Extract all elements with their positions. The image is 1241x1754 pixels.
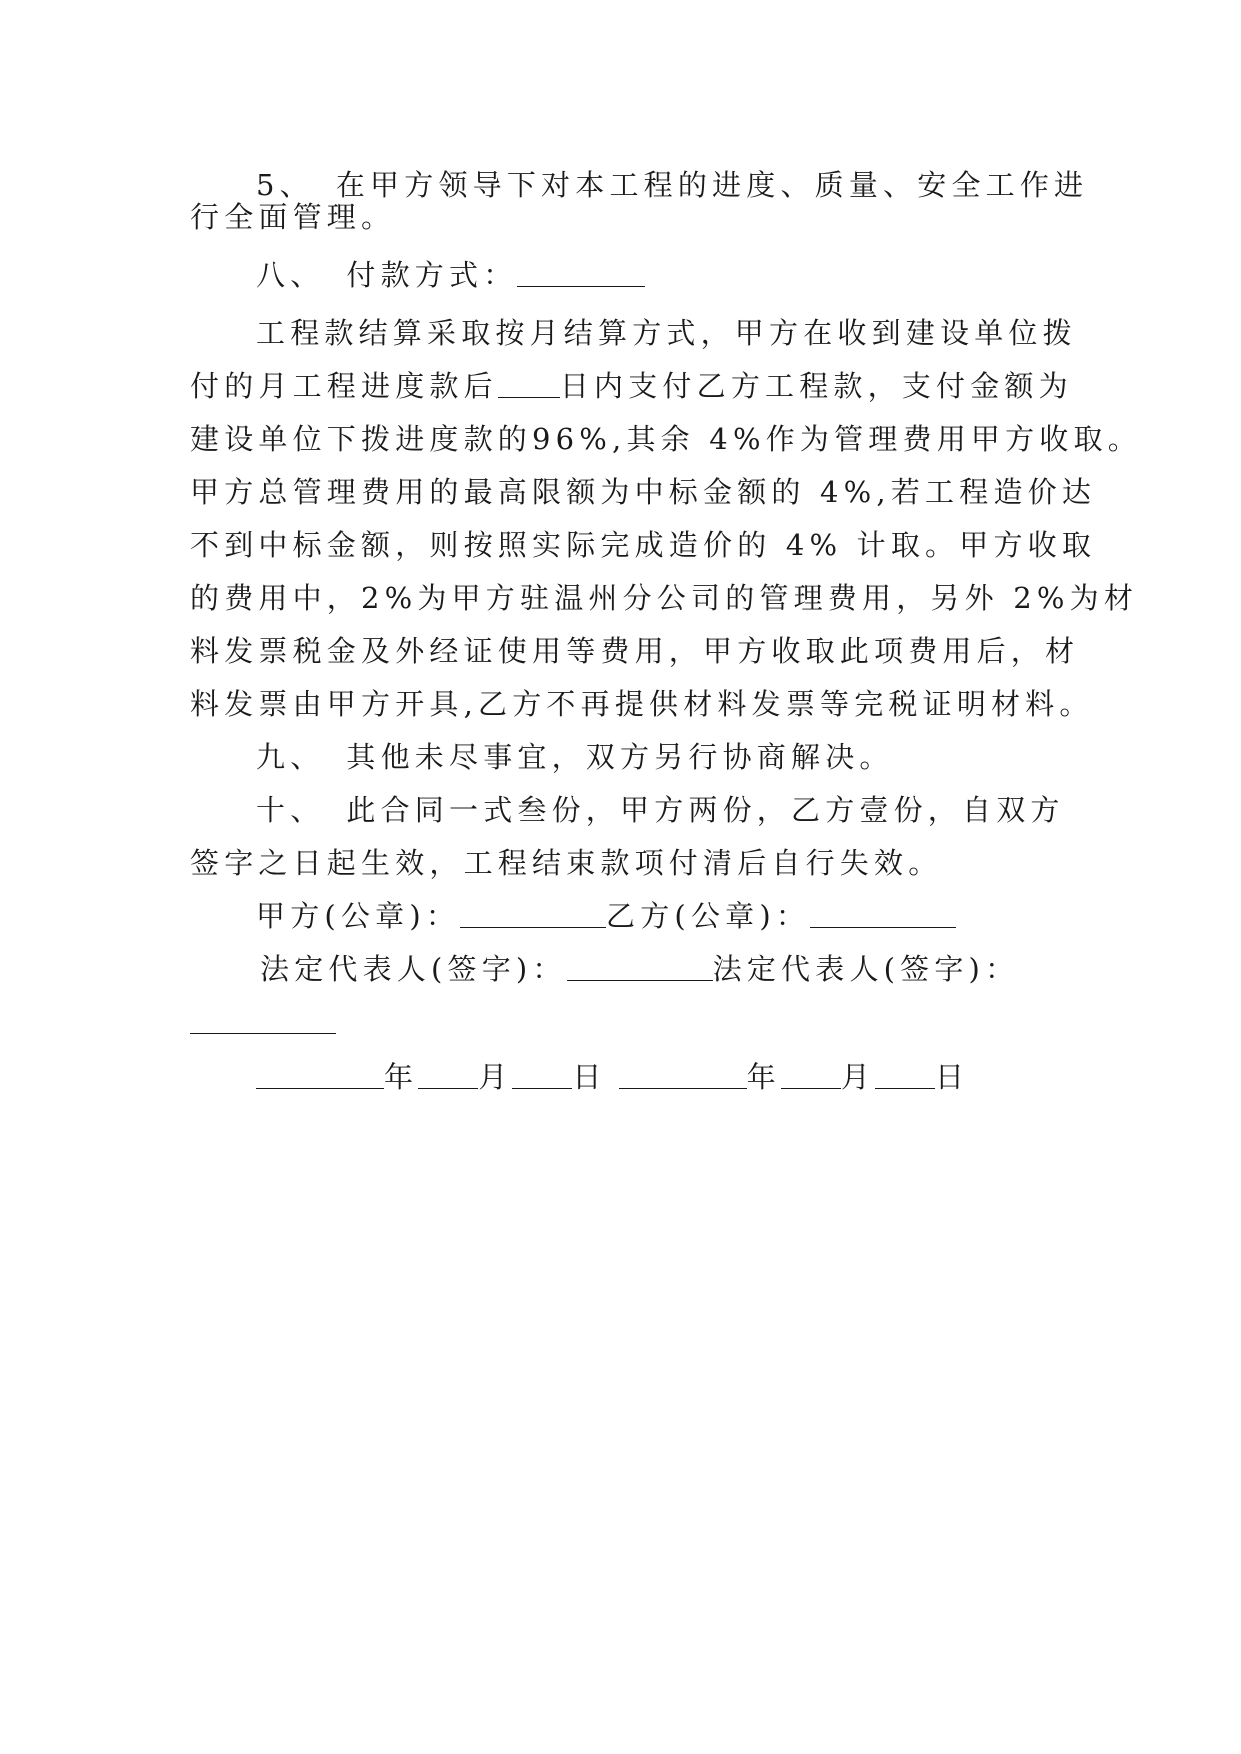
payment-para-line-3: 建设单位下拨进度款的96%,其余 4%作为管理费用甲方收取。: [190, 422, 1142, 456]
payment-para-line-8: 料发票由甲方开具,乙方不再提供材料发票等完税证明材料。: [190, 687, 1094, 721]
representative-line: [260, 949, 1074, 989]
seal-line: [256, 896, 1070, 936]
rep-b-blank: [190, 1005, 336, 1034]
payment-para-line-7: 料发票税金及外经证使用等费用，甲方收取此项费用后，材: [190, 634, 1080, 668]
payment-method-blank: [517, 258, 645, 287]
payment-para-line-6: 的费用中，2%为甲方驻温州分公司的管理费用，另外 2%为材: [190, 581, 1139, 615]
clause-5-number: 5、: [256, 168, 314, 202]
section-10-line-1: [256, 790, 1070, 830]
party-a-seal-label: 甲方(公章)：: [256, 899, 461, 933]
rep-a-label: 法定代表人(签字)：: [260, 952, 567, 986]
payment-para-line-4: 甲方总管理费用的最高限额为中标金额的 4%,若工程造价达: [190, 475, 1097, 509]
clause-5-text: 在甲方领导下对本工程的进度、质量、安全工作进: [335, 168, 1089, 202]
rep-a-blank: [567, 952, 713, 981]
payment-para-line-1: 工程款结算采取按月结算方式，甲方在收到建设单位拨: [256, 316, 1077, 350]
date-b-day-blank: [875, 1060, 935, 1089]
date-a-day-blank: [512, 1060, 572, 1089]
rep-b-blank-line: [190, 1002, 1070, 1042]
section-10-number: 十、: [256, 793, 325, 827]
payment-para-line-5: 不到中标金额，则按照实际完成造价的 4% 计取。甲方收取: [190, 528, 1097, 562]
party-a-seal-blank: [460, 899, 606, 928]
payment-para-line-2: 付的月工程进度款后 日内支付乙方工程款，支付金额为: [190, 369, 1073, 403]
section-8-heading: [256, 255, 1070, 295]
section-9-number: 九、: [256, 740, 325, 774]
section-8-title: 付款方式：: [346, 258, 518, 292]
clause-5-line-2: 行全面管理。: [190, 200, 396, 234]
date-line: 年 月 日 年 月 日: [256, 1057, 1070, 1097]
section-10-text: 此合同一式叁份，甲方两份，乙方壹份，自双方: [346, 793, 1065, 827]
section-10-line-2: 签字之日起生效，工程结束款项付清后自行失效。: [190, 846, 943, 880]
rep-b-label: 法定代表人(签字)：: [712, 952, 1020, 986]
party-b-seal-label: 乙方(公章)：: [606, 899, 811, 933]
party-b-seal-blank: [810, 899, 956, 928]
days-blank: [498, 369, 560, 398]
date-a-month-blank: [418, 1060, 478, 1089]
section-8-number: 八、: [256, 258, 325, 292]
date-b-year-blank: [619, 1060, 747, 1089]
date-a-year-blank: [256, 1060, 384, 1089]
date-b-month-blank: [781, 1060, 841, 1089]
section-9: [256, 737, 1070, 777]
section-9-text: 其他未尽事宜，双方另行协商解决。: [346, 740, 894, 774]
